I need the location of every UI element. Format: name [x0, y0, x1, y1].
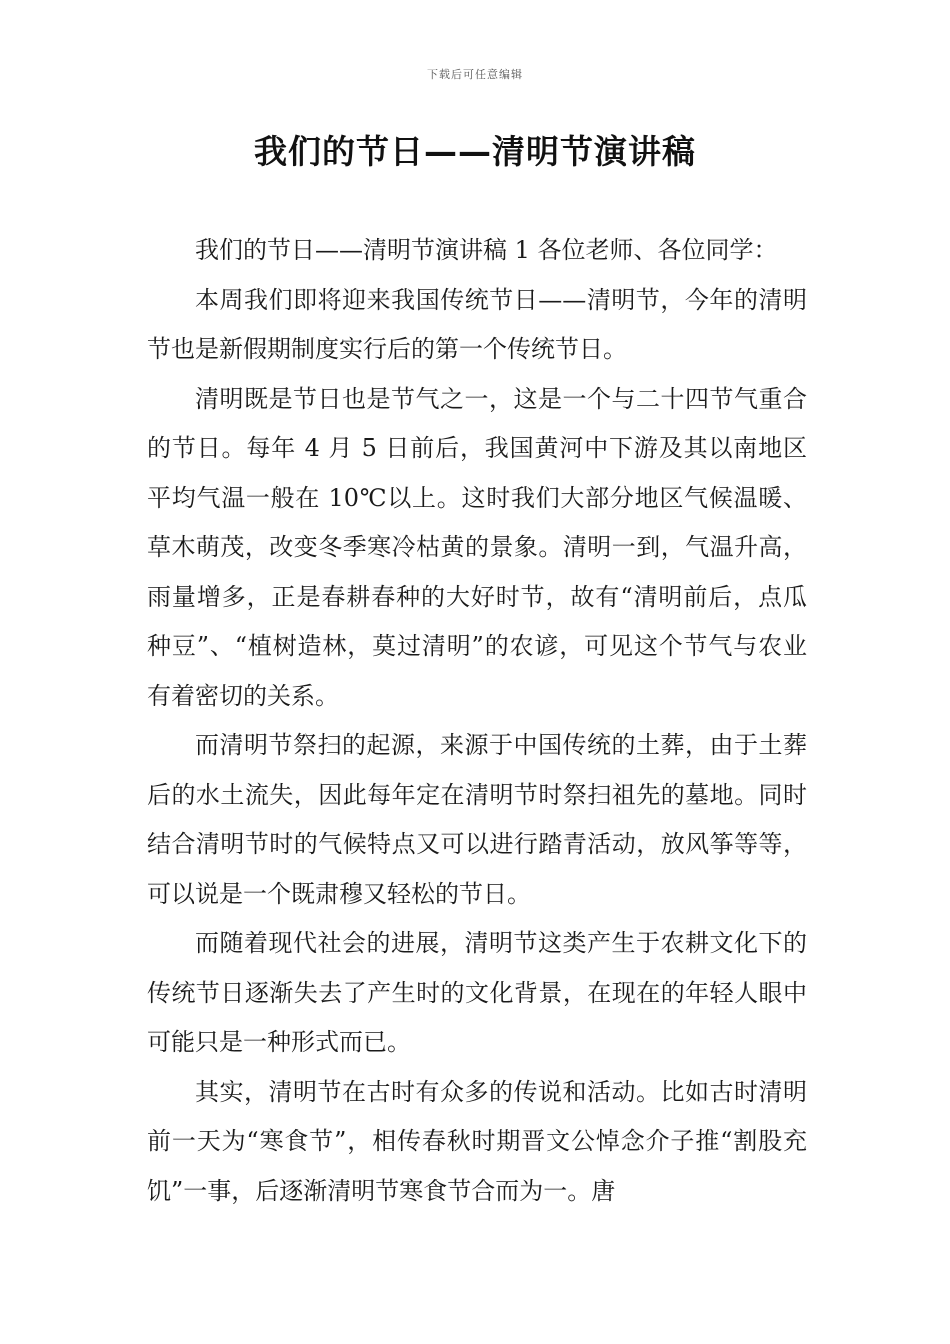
paragraph-3: 清明既是节日也是节气之一，这是一个与二十四节气重合的节日。每年 4 月 5 日前后，我国黄河中下游及其以南地区平均气温一般在 10℃以上。这时我们大部分地区气候温暖、草木萌茂，改变冬季寒冷枯黄的景象。清明一到，气温升高，雨量增多，正是春耕春种的大好时节，故有“清明前后，点瓜种豆”、“植树造林，莫过清明”的农谚，可见这个节气与农业有着密切的关系。: [147, 384, 807, 710]
paragraph-5: 而随着现代社会的进展，清明节这类产生于农耕文化下的传统节日逐渐失去了产生时的文化背景，在现在的年轻人眼中可能只是一种形式而已。: [147, 929, 807, 1056]
document-body: [147, 226, 807, 1216]
paragraph-1: 我们的节日——清明节演讲稿 1 各位老师、各位同学：: [195, 236, 778, 264]
paragraph-2: 本周我们即将迎来我国传统节日——清明节，今年的清明节也是新假期制度实行后的第一个传统节日。: [147, 285, 807, 363]
header-note: 下载后可任意编辑: [427, 68, 523, 81]
paragraph-6: 其实，清明节在古时有众多的传说和活动。比如古时清明前一天为“寒食节”，相传春秋时期晋文公悼念介子推“割股充饥”一事，后逐渐清明节寒食节合而为一。唐: [147, 1077, 807, 1205]
document-title: 我们的节日——清明节演讲稿: [254, 132, 696, 171]
paragraph-4: 而清明节祭扫的起源，来源于中国传统的土葬，由于土葬后的水土流失，因此每年定在清明节时祭扫祖先的墓地。同时结合清明节时的气候特点又可以进行踏青活动，放风筝等等，可以说是一个既肃穆又轻松的节日。: [147, 731, 807, 908]
